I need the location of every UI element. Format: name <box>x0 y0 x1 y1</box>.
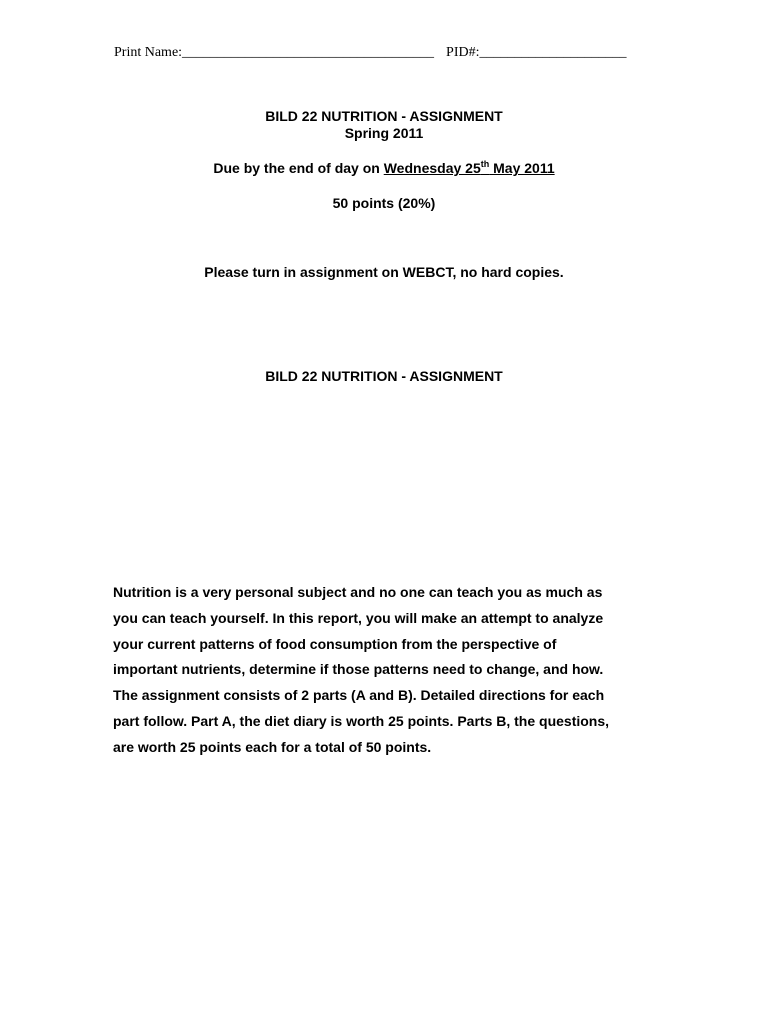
assignment-title: BILD 22 NUTRITION - ASSIGNMENT <box>265 108 503 124</box>
print-name-field: Print Name:____________________________________ <box>114 45 435 60</box>
due-date-line <box>0 160 768 176</box>
paragraph-line: part follow. Part A, the diet diary is worth 25 points. Parts B, the questions, <box>113 712 610 729</box>
paragraph-line: are worth 25 points each for a total of 50 points. <box>113 738 432 755</box>
header-fields <box>114 45 627 61</box>
section-title: BILD 22 NUTRITION - ASSIGNMENT <box>265 368 503 384</box>
paragraph-line: important nutrients, determine if those patterns need to change, and how. <box>113 661 604 678</box>
paragraph-line: you can teach yourself. In this report, you will make an attempt to analyze <box>113 609 604 626</box>
paragraph-line: The assignment consists of 2 parts (A and B). Detailed directions for each <box>113 687 605 704</box>
points-value: 50 points (20%) <box>332 195 436 211</box>
term-subtitle: Spring 2011 <box>344 125 424 141</box>
due-date: Wednesday 25th May 2011 <box>383 159 555 176</box>
intro-paragraph <box>113 580 673 761</box>
paragraph-line: Nutrition is a very personal subject and no one can teach you as much as <box>113 584 603 600</box>
paragraph-line: your current patterns of food consumption from the perspective of <box>113 635 557 652</box>
due-prefix: Due by the end of day on <box>213 160 384 176</box>
pid-field: PID#:_____________________ <box>446 45 627 60</box>
submission-instructions: Please turn in assignment on WEBCT, no hard copies. <box>204 264 564 280</box>
